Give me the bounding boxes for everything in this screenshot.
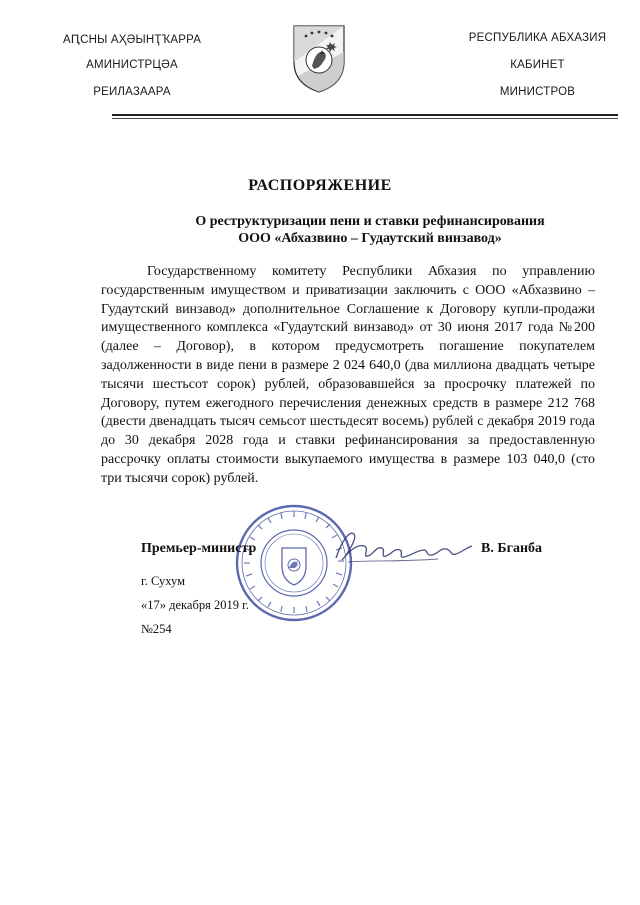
subtitle-line-2: ООО «Абхазвино – Гудаутский винзавод»	[238, 231, 502, 246]
handwritten-signature	[328, 520, 478, 570]
document-body: Государственному комитету Республики Абхазия по управлению государственным имуществом и приватизации заключить с ООО «Абхазвино – Гудаутский винзавод» дополнительное Соглашение к Договору купли-продажи имущественного комплекса «Гудаутский винзавод» от 30 июня 2017 года №200 (далее – Договор), в котором предусмотреть погашение покупателем задолженности в виде пени в размере 2 024 640,0 (два миллиона двадцать четыре тысячи шестьсот сорок) рублей, образовавшейся за просрочку платежей по Договору, путем ежегодного перечисления денежных средств в размере 212 768 (двести двенадцать тысяч семьсот шестьдесят восемь) рублей с декабря 2019 года до 30 декабря 2028 года и ставки рефинансирования за предоставленную рассрочку оплаты стоимости выкупаемого имущества в размере 103 040,0 (сто три тысячи сорок) рублей.	[101, 264, 595, 486]
document-subtitle	[120, 213, 620, 247]
subtitle-line-1: О реструктуризации пени и ставки рефинансирования	[195, 214, 545, 229]
header-right-line-2: КАБИНЕТ	[510, 59, 565, 71]
document-date: «17» декабря 2019 г.	[141, 598, 249, 612]
coat-of-arms-icon	[290, 22, 348, 94]
header-divider-thin	[112, 118, 618, 119]
document-number: №254	[141, 622, 172, 636]
header-left-line-1: АԤСНЫ АҲӘЫНҬҠАРРА	[62, 34, 202, 46]
header-right-line-3: МИНИСТРОВ	[499, 86, 576, 98]
header-divider-thick	[112, 114, 618, 116]
signatory-name: В. Бганба	[481, 541, 543, 556]
document-title: РАСПОРЯЖЕНИЕ	[248, 177, 392, 194]
header-right-line-1: РЕСПУБЛИКА АБХАЗИЯ	[468, 32, 607, 44]
header-left-line-3: РЕИЛАЗААРА	[93, 86, 171, 98]
header-left-line-2: АМИНИСТРЦӘА	[86, 59, 178, 71]
document-city: г. Сухум	[141, 574, 186, 588]
signatory-position: Премьер-министр	[141, 541, 257, 556]
